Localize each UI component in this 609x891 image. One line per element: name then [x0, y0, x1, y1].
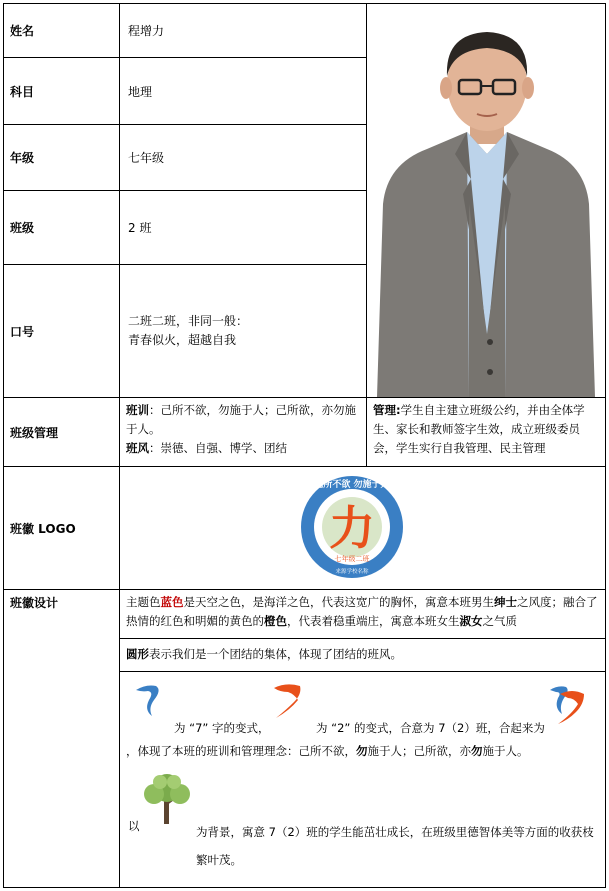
orange-two-glyph-icon — [268, 680, 308, 722]
photo-cell — [366, 3, 606, 398]
mgmt-text: 学生自主建立班级公约，并由全体学生、家长和教师签字生效，成立班级委员会，学生实行自我管理、民主管理 — [373, 403, 585, 455]
color-text-4: ，代表着稳重端庄，寓意本班女生 — [287, 614, 460, 628]
tree-text-prefix: 以 — [128, 819, 140, 833]
color-text-3: 之风度；融合了热情的红色和明媚的黄色的 — [126, 595, 598, 628]
grade-value-cell — [119, 124, 367, 191]
design-label: 班徽设计 — [10, 596, 59, 610]
style-text: ：崇德、自强、博学、团结 — [149, 441, 287, 455]
logo-cell — [119, 466, 606, 590]
color-blue-word: 蓝色 — [160, 595, 184, 609]
meaning-bold-1: 勿 — [356, 744, 368, 758]
logo-arc-text: 己所不欲 勿施于人 — [314, 480, 390, 490]
char-text-two: 为 “2” 的变式，合意为 7（2）班，合起来为 — [316, 721, 545, 735]
subject-value: 地理 — [128, 84, 153, 99]
logo-main-char: 力 — [329, 501, 375, 555]
color-text-1: 主题色 — [126, 595, 161, 609]
meaning-text-3: 施于人。 — [482, 744, 529, 758]
name-label: 姓名 — [10, 24, 35, 38]
color-orange-word: 橙色 — [264, 614, 287, 628]
meaning-bold-2: 勿 — [471, 744, 483, 758]
name-value: 程增力 — [128, 24, 165, 38]
design-circle-cell — [119, 638, 606, 672]
slogan-line-1: 二班二班，非同一般： — [128, 314, 249, 328]
management-motto-cell — [119, 397, 367, 467]
management-label: 班级管理 — [10, 425, 59, 440]
tree-icon — [140, 772, 194, 826]
circle-text: 表示我们是一个团结的集体，体现了团结的班风。 — [149, 647, 402, 661]
grade-label: 年级 — [10, 151, 35, 165]
slogan-label-cell — [3, 264, 120, 398]
char-text-meaning — [126, 743, 529, 759]
design-char-cell — [119, 671, 606, 888]
slogan-label: 口号 — [10, 324, 35, 339]
meaning-text-1: ，体现了本班的班训和管理理念：己所不欲， — [126, 744, 356, 758]
class-label-cell — [3, 190, 120, 265]
combined-glyph-icon — [544, 680, 588, 728]
logo-label-cell — [3, 466, 120, 590]
class-value-cell — [119, 190, 367, 265]
slogan-line-2: 青春似火，超越自我 — [128, 333, 237, 347]
name-value-cell — [119, 3, 367, 58]
design-label-cell — [3, 589, 120, 888]
circle-word: 圆形 — [126, 647, 149, 661]
grade-label-cell — [3, 124, 120, 191]
management-label-cell — [3, 397, 120, 467]
logo-footer-text: 来源学校名称 — [335, 569, 369, 575]
motto-text: ：己所不欲，勿施于人；己所欲，亦勿施于人。 — [126, 403, 356, 436]
mgmt-key: 管理: — [373, 403, 401, 417]
style-key: 班风 — [126, 441, 149, 455]
slogan-value-cell — [119, 264, 367, 398]
name-label-cell — [3, 3, 120, 58]
char-text-seven: 为 “7” 字的变式， — [174, 721, 270, 735]
class-value: 2 班 — [128, 221, 152, 235]
class-logo — [299, 474, 405, 580]
color-lady-word: 淑女 — [459, 614, 483, 628]
subject-value-cell — [119, 57, 367, 125]
grade-value: 七年级 — [128, 151, 165, 165]
motto-key: 班训 — [126, 403, 149, 417]
blue-seven-glyph-icon — [132, 680, 166, 720]
color-text-5: 之气质 — [482, 614, 517, 628]
color-text-2: 是天空之色，是海洋之色，代表这宽广的胸怀，寓意本班男生 — [183, 595, 494, 609]
logo-bottom-text: 七年级二班 — [334, 555, 370, 563]
tree-text: 为背景，寓意 7（2）班的学生能茁壮成长，在班级里德智体美等方面的收获枝繁叶茂。 — [196, 825, 594, 867]
design-color-cell — [119, 589, 606, 639]
teacher-photo — [367, 4, 605, 397]
management-policy-cell — [366, 397, 606, 467]
subject-label: 科目 — [10, 84, 35, 99]
meaning-text-2: 施于人；己所欲，亦 — [367, 744, 471, 758]
class-label: 班级 — [10, 221, 35, 235]
color-gentleman-word: 绅士 — [494, 595, 517, 609]
subject-label-cell — [3, 57, 120, 125]
logo-label: 班徽 LOGO — [10, 521, 76, 536]
